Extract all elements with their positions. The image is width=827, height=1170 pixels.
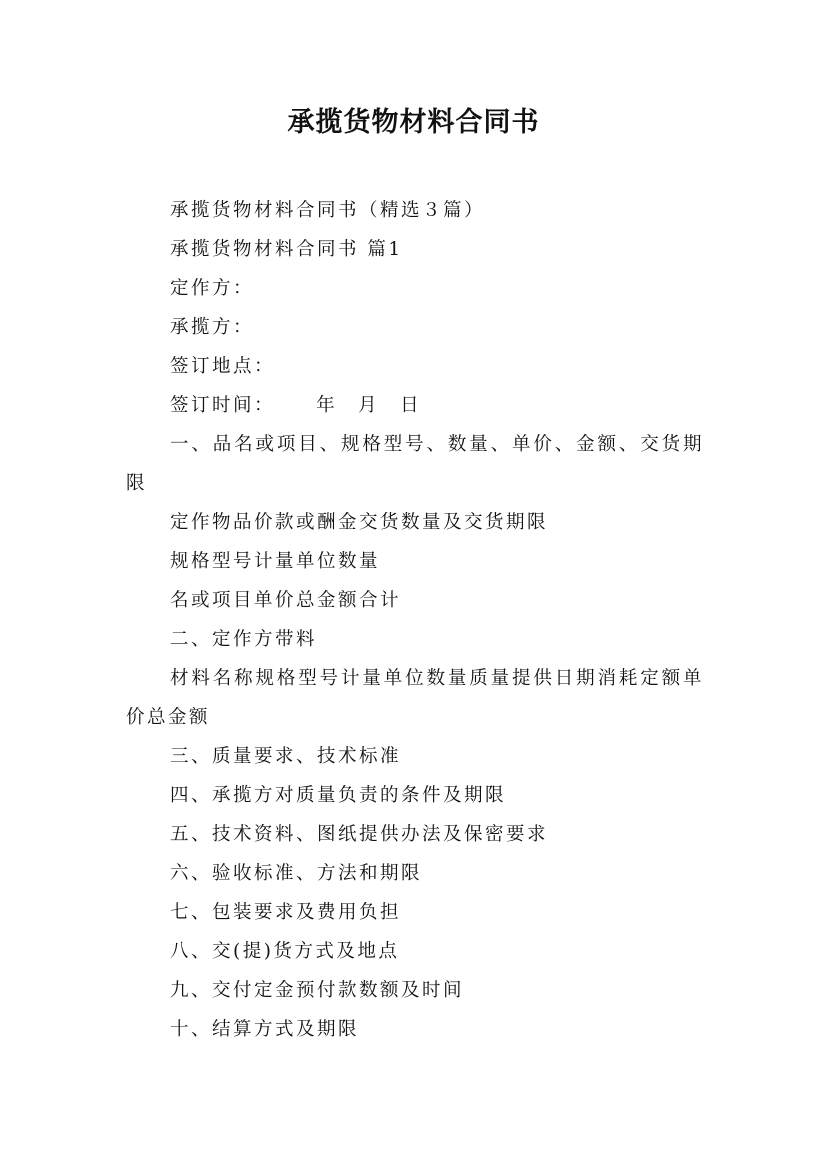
paragraph-clause-1-detail-c: 名或项目单价总金额合计 bbox=[170, 590, 402, 611]
document-body bbox=[126, 191, 704, 1049]
paragraph-clause-5: 五、技术资料、图纸提供办法及保密要求 bbox=[170, 824, 549, 845]
paragraph-signing-date: 签订时间： 年 月 日 bbox=[170, 395, 422, 416]
paragraph-clause-4: 四、承揽方对质量负责的条件及期限 bbox=[170, 785, 507, 806]
paragraph-clause-1: 一、品名或项目、规格型号、数量、单价、金额、交货期限 bbox=[126, 434, 704, 494]
paragraph-clause-2-detail: 材料名称规格型号计量单位数量质量提供日期消耗定额单价总金额 bbox=[126, 668, 704, 728]
paragraph-clause-6: 六、验收标准、方法和期限 bbox=[170, 863, 423, 884]
paragraph-contractor: 承揽方： bbox=[170, 317, 255, 338]
paragraph-section-heading: 承揽货物材料合同书 篇1 bbox=[170, 239, 403, 260]
paragraph-clause-7: 七、包装要求及费用负担 bbox=[170, 902, 402, 923]
paragraph-clause-3: 三、质量要求、技术标准 bbox=[170, 746, 402, 767]
paragraph-orderer: 定作方： bbox=[170, 278, 255, 299]
paragraph-clause-10: 十、结算方式及期限 bbox=[170, 1019, 360, 1040]
paragraph-clause-2: 二、定作方带料 bbox=[170, 629, 318, 650]
document-title: 承揽货物材料合同书 bbox=[287, 107, 540, 138]
paragraph-clause-1-detail-b: 规格型号计量单位数量 bbox=[170, 551, 381, 572]
paragraph-clause-9: 九、交付定金预付款数额及时间 bbox=[170, 980, 465, 1001]
paragraph-subtitle: 承揽货物材料合同书（精选３篇） bbox=[170, 200, 486, 221]
paragraph-signing-place: 签订地点： bbox=[170, 356, 276, 377]
paragraph-clause-1-detail-a: 定作物品价款或酬金交货数量及交货期限 bbox=[170, 512, 549, 533]
paragraph-clause-8: 八、交(提)货方式及地点 bbox=[170, 941, 400, 962]
